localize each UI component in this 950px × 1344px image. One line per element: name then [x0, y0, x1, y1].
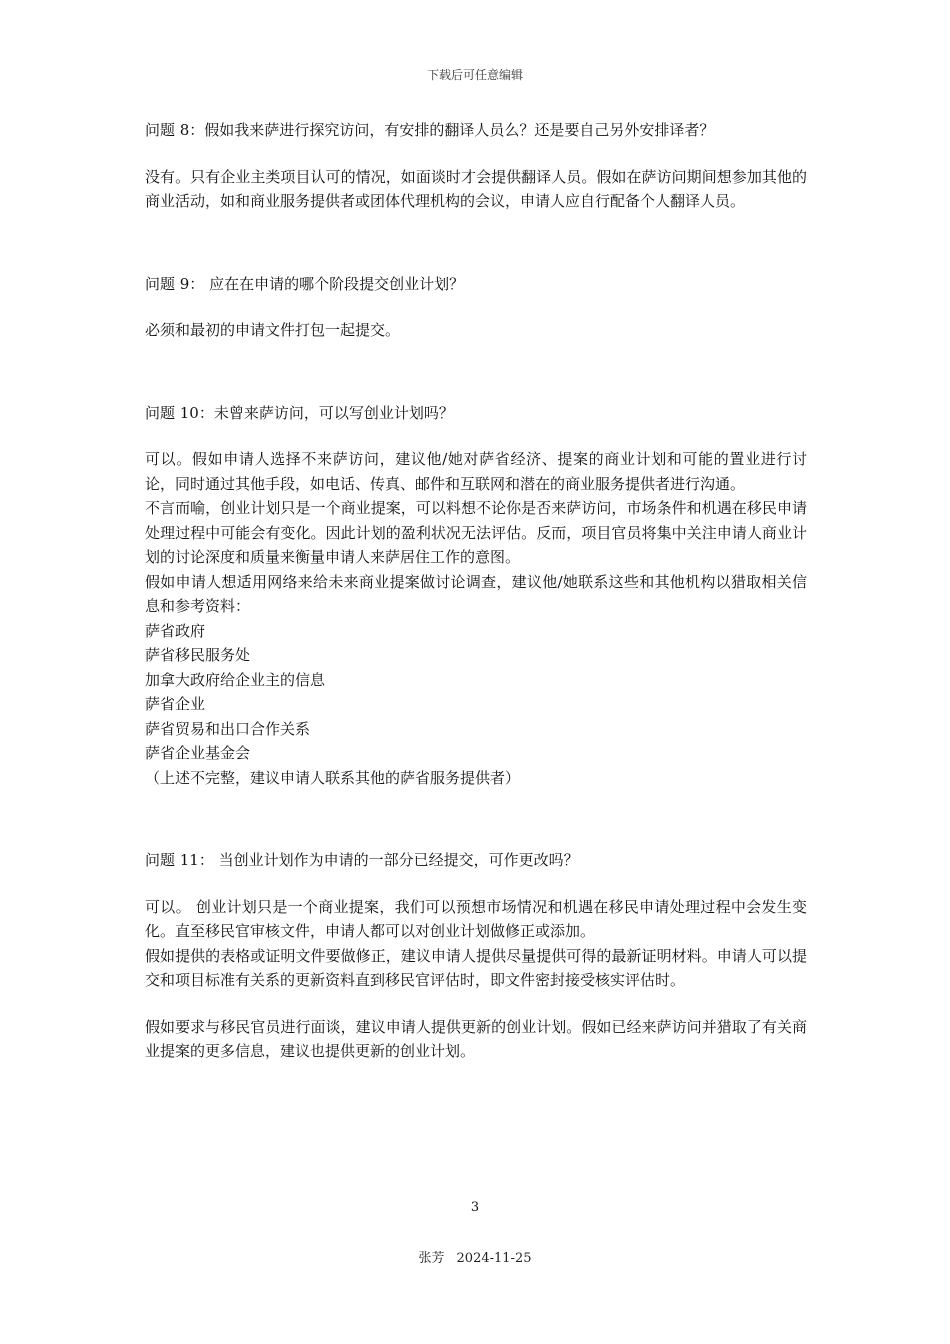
- reference-list-item: 加拿大政府给企业主的信息: [145, 670, 326, 689]
- answer-10-paragraph: 不言而喻，创业计划只是一个商业提案，可以料想不论你是否来萨访问，市场条件和机遇在移民申请处理过程中可能会有变化。因此计划的盈利状况无法评估。反而，项目官员将集中关注申请人商业计划的讨论深度和质量来衡量申请人来萨居住工作的意图。: [145, 499, 807, 566]
- reference-list-item: 萨省移民服务处: [145, 646, 251, 664]
- reference-list-item: 萨省政府: [145, 621, 206, 640]
- question-8: 问题 8：假如我来萨进行探究访问，有安排的翻译人员么？还是要自己另外安排译者？: [145, 121, 715, 139]
- document-body: [145, 118, 807, 1064]
- answer-11-paragraph: 假如要求与移民官员进行面谈，建议申请人提供更新的创业计划。假如已经来萨访问并猎取了有关商业提案的更多信息，建议也提供更新的创业计划。: [145, 1017, 807, 1060]
- reference-list-item: 萨省企业基金会: [145, 744, 251, 762]
- reference-list-item: 萨省企业: [145, 695, 206, 713]
- answer-11-paragraph: 可以。 创业计划只是一个商业提案，我们可以预想市场情况和机遇在移民申请处理过程中会发生变化。直至移民官审核文件，申请人都可以对创业计划做修正或添加。: [145, 897, 807, 940]
- answer-9-paragraph: 必须和最初的申请文件打包一起提交。: [145, 321, 401, 339]
- answer-10-paragraph: 假如申请人想适用网络来给未来商业提案做讨论调查，建议他/她联系这些和其他机构以猎取相关信息和参考资料：: [145, 572, 807, 615]
- answer-10-paragraph: 可以。假如申请人选择不来萨访问，建议他/她对萨省经济、提案的商业计划和可能的置业进行讨论，同时通过其他手段，如电话、传真、邮件和互联网和潜在的商业服务提供者进行沟通。: [145, 450, 807, 493]
- page-footer: [0, 1247, 950, 1266]
- footer-date: 2024-11-25: [456, 1251, 532, 1266]
- page-number: 3: [470, 1200, 480, 1215]
- reference-list-note: （上述不完整，建议申请人联系其他的萨省服务提供者）: [145, 768, 521, 787]
- reference-list-item: 萨省贸易和出口合作关系: [145, 719, 311, 738]
- footer-author: 张芳: [418, 1251, 445, 1266]
- page-header: 下载后可任意编辑: [426, 68, 523, 82]
- question-10: 问题 10：未曾来萨访问，可以写创业计划吗？: [145, 403, 454, 422]
- question-11: 问题 11： 当创业计划作为申请的一部分已经提交，可作更改吗？: [145, 851, 579, 869]
- question-9: 问题 9： 应在在申请的哪个阶段提交创业计划？: [145, 274, 465, 293]
- answer-11-paragraph: 假如提供的表格或证明文件要做修正，建议申请人提供尽量提供可得的最新证明材料。申请人可以提交和项目标准有关系的更新资料直到移民官评估时，即文件密封接受核实评估时。: [145, 946, 807, 989]
- answer-8-paragraph: 没有。只有企业主类项目认可的情况，如面谈时才会提供翻译人员。假如在萨访问期间想参加其他的商业活动，如和商业服务提供者或团体代理机构的会议，申请人应自行配备个人翻译人员。: [145, 167, 807, 210]
